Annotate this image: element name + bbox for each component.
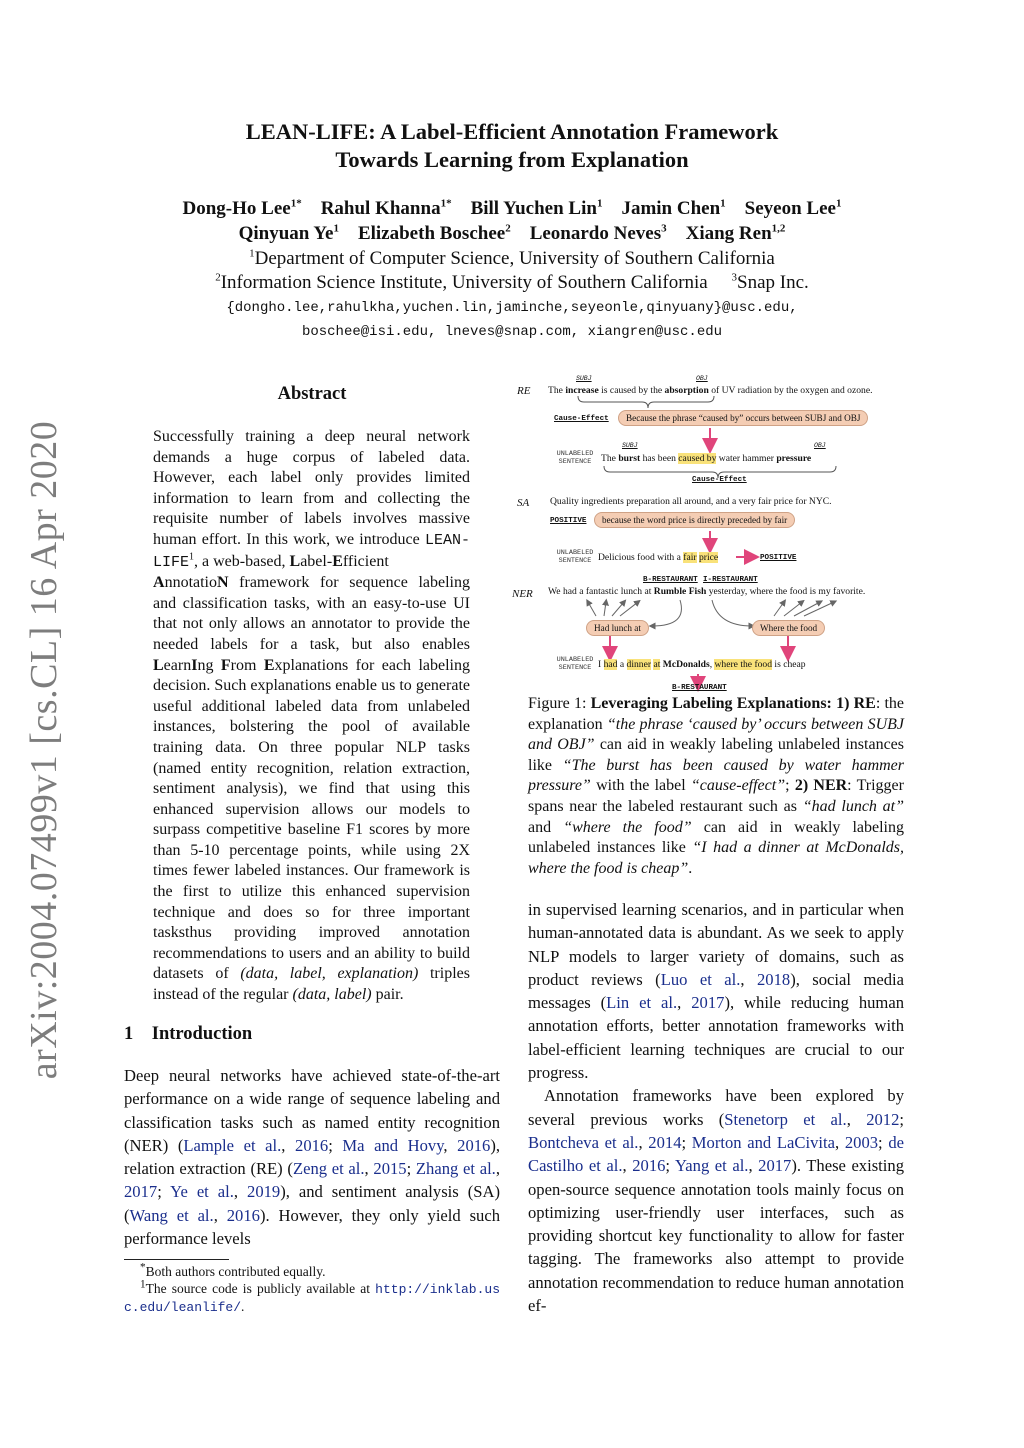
ner-arrow <box>774 602 784 616</box>
caption-quote: “The burst has been caused by water hammer pressure” <box>528 756 905 795</box>
body-text: , <box>748 1156 759 1176</box>
caption-text: . <box>688 859 693 877</box>
citation-link[interactable]: Morton and LaCivita <box>691 1132 835 1152</box>
affiliation-text: Department of Computer Science, University of Southern California <box>254 248 775 269</box>
section-heading <box>124 1024 252 1045</box>
sentence-text: We had a fantastic lunch at <box>548 586 654 597</box>
re-output-label: Cause-Effect <box>692 476 747 484</box>
author-name: Dong-Ho Lee <box>182 198 291 219</box>
affiliation-text: Snap Inc. <box>737 272 809 293</box>
abstract-text: , a web-based, <box>194 552 290 570</box>
paper-title-line1: LEAN-LIFE: A Label-Efficient Annotation Framework <box>245 119 779 144</box>
footnote-mark: * <box>140 1261 146 1274</box>
sentence-text: , <box>709 659 715 670</box>
source-code-link[interactable]: http://inklab.usc.edu/leanlife/ <box>124 1282 500 1315</box>
caption-text: ; <box>785 777 795 795</box>
sentence-text: is caused by the <box>598 385 665 396</box>
subj-word: burst <box>618 453 641 464</box>
entity-word: Rumble Fish <box>653 586 707 597</box>
abstract-text: abel- <box>300 552 333 570</box>
footnote-equal-contribution <box>124 1263 500 1280</box>
intro-text: , <box>233 1182 248 1202</box>
abstract-text: pair. <box>371 986 404 1004</box>
abstract-text: framework for sequence labeling and classification tasks, with an easy-to-use UI that not only allows an annotator to provide the needed labels for a task, but also enables <box>153 574 470 653</box>
author-mark: 1* <box>440 197 452 210</box>
highlight-span: dinner <box>626 659 652 670</box>
intro-text: ; <box>406 1159 416 1179</box>
caption-quote: “the phrase ‘caused by’ occurs between SUBJ and OBJ” <box>528 715 905 754</box>
ner-arrow <box>804 602 834 616</box>
acronym-letter: I <box>191 656 198 674</box>
sa-side-label: SA <box>517 497 530 509</box>
ner-arrow <box>588 602 596 616</box>
body-text: , <box>638 1132 649 1152</box>
footnote-ref: 1 <box>189 551 195 563</box>
ner-curve-arrow <box>652 600 681 626</box>
ner-trigger-2: Where the food <box>752 620 825 636</box>
footnote-text: . <box>241 1299 245 1314</box>
acronym-letter: L <box>289 552 301 570</box>
highlight-span: at <box>653 659 661 670</box>
body-text: ; <box>681 1132 692 1152</box>
highlight-span: caused by <box>678 453 717 464</box>
system-name: LEAN-LIFE <box>153 531 470 571</box>
citation-link[interactable]: 2019 <box>247 1182 281 1202</box>
author-mark: 2 <box>505 222 511 235</box>
ner-unlabeled-sentence <box>598 659 806 670</box>
sentence-text: yesterday, where the food is my favorite. <box>706 586 866 597</box>
acronym-letter: A <box>153 574 165 592</box>
author-mark: 1,2 <box>771 222 786 235</box>
obj-tag: OBJ <box>696 375 708 382</box>
author-line-2 <box>0 223 1024 245</box>
citation-link[interactable]: 2003 <box>844 1132 879 1152</box>
acronym-letter: F <box>220 656 231 674</box>
subj-word: increase <box>565 385 599 396</box>
intro-text: , <box>495 1159 500 1179</box>
intro-text: , <box>281 1135 296 1155</box>
highlight-span: fair <box>683 552 697 563</box>
ner-curve-arrow <box>712 600 752 626</box>
sentence-text: The <box>548 385 566 396</box>
re-side-label: RE <box>517 385 531 397</box>
ner-tag-b: B-RESTAURANT <box>643 576 698 584</box>
body-text: ; <box>899 1109 904 1129</box>
sentence-text: The <box>601 453 619 464</box>
footnote-text: Both authors contributed equally. <box>145 1264 326 1279</box>
arxiv-side-stamp: arXiv:2004.07499v1 [cs.CL] 16 Apr 2020 <box>23 420 65 1080</box>
citation-link[interactable]: Bontcheva et al. <box>528 1132 639 1152</box>
abstract-text: ng <box>197 656 221 674</box>
caption-quote: “I had a dinner at McDonalds, where the food is cheap” <box>528 839 904 877</box>
sa-sentence: Quality ingredients preparation all around, and a very fair price for NYC. <box>550 496 832 507</box>
section-number: 1 <box>124 1024 134 1044</box>
abstract-text: earn <box>163 656 192 674</box>
email-line-1: {dongho.lee,rahulkha,yuchen.lin,jaminche,seyeonle,qinyuany}@usc.edu, <box>226 300 798 316</box>
abstract-text: xplanations for each labeling decision. Such explanations enable us to generate useful additional labeled data from unlabeled instances, bolstering the pool of available training data. On three popular NLP tasks (named entity recognition, relation extraction, sentiment analysis), we find that using this enhanced supervision allows our models to surpass competitive baseline F1 scores by more than 5-10 percentage points, while using 2X times fewer labeled instances. Our framework is the first to utilize this enhanced supervision technique and does so for three important tasksthus providing improved annotation recommendations to users and an ability to build datasets of <box>153 656 471 983</box>
highlight-span: where the food <box>714 659 773 670</box>
caption-text: Figure 1: <box>528 695 591 712</box>
citation-link[interactable]: 2017 <box>691 993 725 1013</box>
author-mark: 1 <box>596 197 603 210</box>
author-mark: 1 <box>720 197 726 210</box>
affiliation-1 <box>0 248 1024 270</box>
citation-link[interactable]: 2016 <box>457 1135 491 1155</box>
body-text: ; <box>878 1132 889 1152</box>
citation-link[interactable]: 2016 <box>226 1205 260 1225</box>
body-text: , <box>622 1156 633 1176</box>
intro-text: ; <box>328 1135 343 1155</box>
body-text: ; <box>665 1156 675 1176</box>
caption-text: and <box>528 818 564 836</box>
body-text: , <box>740 969 757 989</box>
body-text: Annotation frameworks have been explored by several previous works ( <box>528 1086 904 1129</box>
citation-link[interactable]: 2012 <box>866 1109 900 1129</box>
intro-text: ). However, they only yield such performance levels <box>124 1205 501 1249</box>
re-unlabeled-sentence <box>601 453 811 464</box>
highlight-span: had <box>603 659 618 670</box>
paper-title-line2: Towards Learning from Explanation <box>335 147 689 172</box>
ner-tag-i: I-RESTAURANT <box>703 576 758 584</box>
citation-link[interactable]: 2014 <box>648 1132 682 1152</box>
citation-link[interactable]: 2016 <box>295 1135 329 1155</box>
abstract-text: Successfully training a deep neural network demands a huge corpus of labeled data. However, each label only provides limited information to learn from and collecting the requisite number of labels involves massive human effort. In this work, we introduce <box>153 428 470 548</box>
figure-1 <box>512 372 922 692</box>
intro-text: ), and sentiment analysis (SA) ( <box>124 1182 500 1225</box>
abstract-text: rom <box>230 656 264 674</box>
intro-text: ), relation extraction (RE) ( <box>124 1135 501 1179</box>
sentence-text: I <box>598 659 604 670</box>
figure-caption <box>528 694 904 879</box>
intro-text: , <box>213 1205 227 1225</box>
caption-bold: Leveraging Labeling Explanations: 1) RE <box>590 695 876 712</box>
body-text: , <box>677 993 692 1013</box>
right-paragraph-1 <box>528 898 904 1084</box>
right-column-body <box>528 898 904 1317</box>
citation-link[interactable]: Zhang et al. <box>415 1159 496 1179</box>
affiliation-text: Information Science Institute, University of Southern California <box>220 272 708 293</box>
footnote-mark: 1 <box>140 1278 146 1291</box>
body-text: ), social media messages ( <box>528 969 904 1013</box>
entity-word: McDonalds <box>662 659 710 670</box>
citation-link[interactable]: Stenetorp et al. <box>724 1109 847 1129</box>
author-name: Bill Yuchen Lin <box>470 198 597 219</box>
caption-text: : Trigger spans near the labeled restaurant such as <box>528 777 904 815</box>
citation-link[interactable]: 2016 <box>632 1156 666 1176</box>
abstract-body <box>153 427 470 1006</box>
ner-sentence <box>548 586 865 597</box>
sentence-text: has been <box>640 453 679 464</box>
citation-link[interactable]: 2015 <box>373 1159 407 1179</box>
intro-paragraph <box>124 1064 500 1250</box>
author-mark: 1 <box>835 197 842 210</box>
sa-unlabeled-sentence <box>598 552 718 563</box>
ner-side-label: NER <box>512 588 533 600</box>
ner-arrow <box>604 602 606 616</box>
re-brace <box>578 396 714 408</box>
citation-link[interactable]: Luo et al. <box>660 969 741 989</box>
caption-quote: “cause-effect” <box>690 777 786 795</box>
intro-text: ; <box>157 1182 171 1202</box>
body-text: ). These existing open-source sequence annotation tools mainly focus on optimizing user-friendly user interfaces, such as providing shortcut key functionality to allow for faster tagging. The frameworks also attempt to provide annotation recommendation to reduce human annotation ef- <box>528 1156 904 1316</box>
sentence-text: water hammer <box>716 453 777 464</box>
citation-link[interactable]: Lin et al. <box>606 993 678 1013</box>
obj-word: pressure <box>776 453 812 464</box>
body-text: ), while reducing human annotation efforts, better annotation frameworks with label-efficient learning techniques are crucial to our progress. <box>528 993 904 1083</box>
sa-explanation: because the word price is directly preceded by fair <box>594 512 795 528</box>
abstract-text: triples instead of the regular <box>153 965 470 1004</box>
sentence-text: is cheap <box>772 659 806 670</box>
citation-link[interactable]: de Castilho et al. <box>528 1132 905 1176</box>
unlabeled-sentence-tag: UNLABELED SENTENCE <box>556 450 594 466</box>
caption-text: can aid in weakly labeling unlabeled instances like <box>528 736 905 774</box>
author-mark: 3 <box>661 222 667 235</box>
intro-text: , <box>443 1135 458 1155</box>
citation-link[interactable]: Zeng et al. <box>292 1159 365 1179</box>
ner-arrow <box>794 602 820 616</box>
ner-arrow <box>784 602 802 616</box>
abstract-text: fficient <box>342 552 389 570</box>
email-line-2: boschee@isi.edu, lneves@snap.com, xiangren@usc.edu <box>301 324 723 340</box>
citation-link[interactable]: 2017 <box>758 1156 792 1176</box>
caption-quote: “where the food” <box>563 818 692 836</box>
body-text: in supervised learning scenarios, and in particular when human-annotated data is abundant. As we seek to apply NLP models to larger variety of domains, such as product reviews ( <box>528 900 904 989</box>
body-text: , <box>835 1132 845 1152</box>
sa-output-label: POSITIVE <box>760 554 797 562</box>
sentence-text: Delicious food with a <box>598 552 684 563</box>
unlabeled-sentence-tag: UNLABELED SENTENCE <box>556 549 594 565</box>
acronym-letter: E <box>332 552 343 570</box>
section-title: Introduction <box>151 1024 253 1044</box>
acronym-letter: E <box>263 656 275 674</box>
sa-label: POSITIVE <box>550 517 587 525</box>
obj-tag: OBJ <box>814 442 826 449</box>
ner-output-label: B-RESTAURANT <box>672 684 727 692</box>
citation-link[interactable]: Ma and Hovy <box>342 1135 444 1155</box>
unlabeled-sentence-tag: UNLABELED SENTENCE <box>556 656 594 672</box>
affiliation-2-3 <box>0 272 1024 294</box>
author-name: Seyeon Lee <box>744 198 836 219</box>
acronym-letter: L <box>153 656 164 674</box>
caption-text: with the label <box>590 777 691 795</box>
author-name: Jamin Chen <box>621 198 721 219</box>
ner-trigger-1: Had lunch at <box>586 620 649 636</box>
caption-text: can aid in weakly labeling unlabeled instances like <box>528 818 905 857</box>
citation-link[interactable]: 2017 <box>124 1182 158 1202</box>
citation-link[interactable]: Ye et al. <box>170 1182 234 1202</box>
author-name: Qinyuan Ye <box>238 223 334 244</box>
author-line-1 <box>0 198 1024 220</box>
highlight-span: price <box>699 552 719 563</box>
subj-tag: SUBJ <box>622 442 638 449</box>
footnotes <box>124 1263 500 1316</box>
citation-link[interactable]: Wang et al. <box>129 1205 214 1225</box>
citation-link[interactable]: Lample et al. <box>183 1135 282 1155</box>
abstract-heading: Abstract <box>277 384 347 404</box>
sentence-text: a <box>617 659 627 670</box>
body-text: , <box>846 1109 867 1129</box>
author-name: Elizabeth Boschee <box>357 223 506 244</box>
acronym-letter: N <box>217 574 229 592</box>
re-explanation: Because the phrase “caused by” occurs between SUBJ and OBJ <box>618 410 868 426</box>
caption-text: : the explanation <box>528 695 904 733</box>
author-name: Leonardo Neves <box>529 223 662 244</box>
abstract-emph: (data, label) <box>292 986 372 1004</box>
author-mark: 1* <box>290 197 302 210</box>
re-label: Cause-Effect <box>554 415 609 423</box>
affiliation-mark: 2 <box>215 271 221 284</box>
author-name: Rahul Khanna <box>320 198 441 219</box>
right-paragraph-2 <box>528 1084 904 1317</box>
caption-quote: “had lunch at” <box>802 797 904 815</box>
obj-word: absorption <box>664 385 709 396</box>
footnote-rule <box>124 1259 229 1260</box>
sentence-text: of UV radiation by the oxygen and ozone. <box>708 385 873 396</box>
abstract-emph: (data, label, explanation) <box>240 965 419 983</box>
citation-link[interactable]: 2018 <box>757 969 791 989</box>
intro-text: Deep neural networks have achieved state-of-the-art performance on a wide range of sequence labeling and classification tasks such as named entity recognition (NER) ( <box>124 1066 500 1155</box>
abstract-text: nnotatio <box>164 574 217 592</box>
affiliation-mark: 1 <box>249 247 255 260</box>
citation-link[interactable]: Yang et al. <box>674 1156 749 1176</box>
author-mark: 1 <box>333 222 339 235</box>
footnote-source-code <box>124 1280 500 1316</box>
re-sentence <box>548 385 872 396</box>
footnote-text: The source code is publicly available at <box>145 1281 376 1296</box>
intro-text: , <box>364 1159 374 1179</box>
caption-bold: 2) NER <box>794 777 848 795</box>
subj-tag: SUBJ <box>576 375 592 382</box>
affiliation-mark: 3 <box>731 271 737 284</box>
author-name: Xiang Ren <box>685 223 772 244</box>
